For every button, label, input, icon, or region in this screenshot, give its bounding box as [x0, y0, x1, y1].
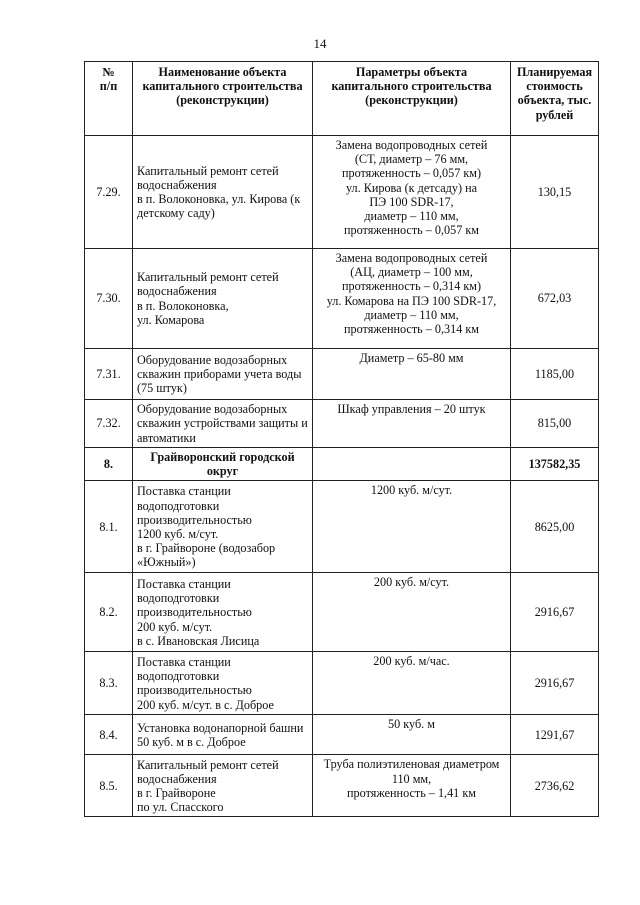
table-row: [85, 249, 599, 349]
row-params: 50 куб. м: [313, 715, 511, 755]
row-name: Установка водонапорной башни 50 куб. м в с. Доброе: [133, 715, 313, 755]
header-cost: Планируемая стоимость объекта, тыс. рублей: [511, 62, 599, 136]
row-cost: 8625,00: [511, 481, 599, 573]
section-row: [85, 448, 599, 481]
row-num: 8.4.: [85, 715, 133, 755]
table-header-row: [85, 62, 599, 136]
header-num: № п/п: [85, 62, 133, 136]
row-params: Шкаф управления – 20 штук: [313, 400, 511, 448]
section-params: [313, 448, 511, 481]
row-cost: 2916,67: [511, 573, 599, 652]
row-params: Диаметр – 65-80 мм: [313, 349, 511, 400]
row-cost: 1185,00: [511, 349, 599, 400]
table-row: [85, 573, 599, 652]
row-params: 1200 куб. м/сут.: [313, 481, 511, 573]
header-params: Параметры объекта капитального строительства (реконструкции): [313, 62, 511, 136]
row-cost: 2736,62: [511, 755, 599, 817]
page-number: 14: [313, 36, 327, 51]
header-name: Наименование объекта капитального строительства (реконструкции): [133, 62, 313, 136]
row-params: 200 куб. м/час.: [313, 652, 511, 715]
section-cost: 137582,35: [511, 448, 599, 481]
row-name: Поставка станции водоподготовки производительностью 200 куб. м/сут. в с. Ивановская Лисица: [133, 573, 313, 652]
row-name: Поставка станции водоподготовки производительностью 200 куб. м/сут. в с. Доброе: [133, 652, 313, 715]
table-row: [85, 349, 599, 400]
row-name: Капитальный ремонт сетей водоснабжения в п. Волоконовка, ул. Комарова: [133, 249, 313, 349]
capital-construction-table: [84, 61, 599, 817]
row-num: 7.31.: [85, 349, 133, 400]
row-name: Капитальный ремонт сетей водоснабжения в п. Волоконовка, ул. Кирова (к детскому саду): [133, 136, 313, 249]
row-cost: 130,15: [511, 136, 599, 249]
row-cost: 1291,67: [511, 715, 599, 755]
row-num: 8.5.: [85, 755, 133, 817]
row-cost: 2916,67: [511, 652, 599, 715]
row-cost: 815,00: [511, 400, 599, 448]
row-num: 7.32.: [85, 400, 133, 448]
table-row: [85, 400, 599, 448]
table-row: [85, 136, 599, 249]
row-params: Замена водопроводных сетей (СТ, диаметр – 76 мм, протяженность – 0,057 км) ул. Кирова (к детсаду) на ПЭ 100 SDR-17, диаметр – 110 мм, протяженность – 0,057 км: [313, 136, 511, 249]
row-name: Капитальный ремонт сетей водоснабжения в г. Грайвороне по ул. Спасского: [133, 755, 313, 817]
row-name: Поставка станции водоподготовки производительностью 1200 куб. м/сут. в г. Грайвороне (водозабор «Южный»): [133, 481, 313, 573]
row-params: Замена водопроводных сетей (АЦ, диаметр – 100 мм, протяженность – 0,314 км) ул. Комарова на ПЭ 100 SDR-17, диаметр – 110 мм, протяженность – 0,314 км: [313, 249, 511, 349]
table-row: [85, 755, 599, 817]
row-params: Труба полиэтиленовая диаметром 110 мм, протяженность – 1,41 км: [313, 755, 511, 817]
row-params: 200 куб. м/сут.: [313, 573, 511, 652]
row-num: 7.29.: [85, 136, 133, 249]
table-row: [85, 715, 599, 755]
row-name: Оборудование водозаборных скважин устройствами защиты и автоматики: [133, 400, 313, 448]
section-num: 8.: [85, 448, 133, 481]
row-num: 8.1.: [85, 481, 133, 573]
section-name: Грайворонский городской округ: [133, 448, 313, 481]
table-row: [85, 652, 599, 715]
row-name: Оборудование водозаборных скважин приборами учета воды (75 штук): [133, 349, 313, 400]
row-num: 8.2.: [85, 573, 133, 652]
row-num: 8.3.: [85, 652, 133, 715]
table-row: [85, 481, 599, 573]
row-num: 7.30.: [85, 249, 133, 349]
row-cost: 672,03: [511, 249, 599, 349]
